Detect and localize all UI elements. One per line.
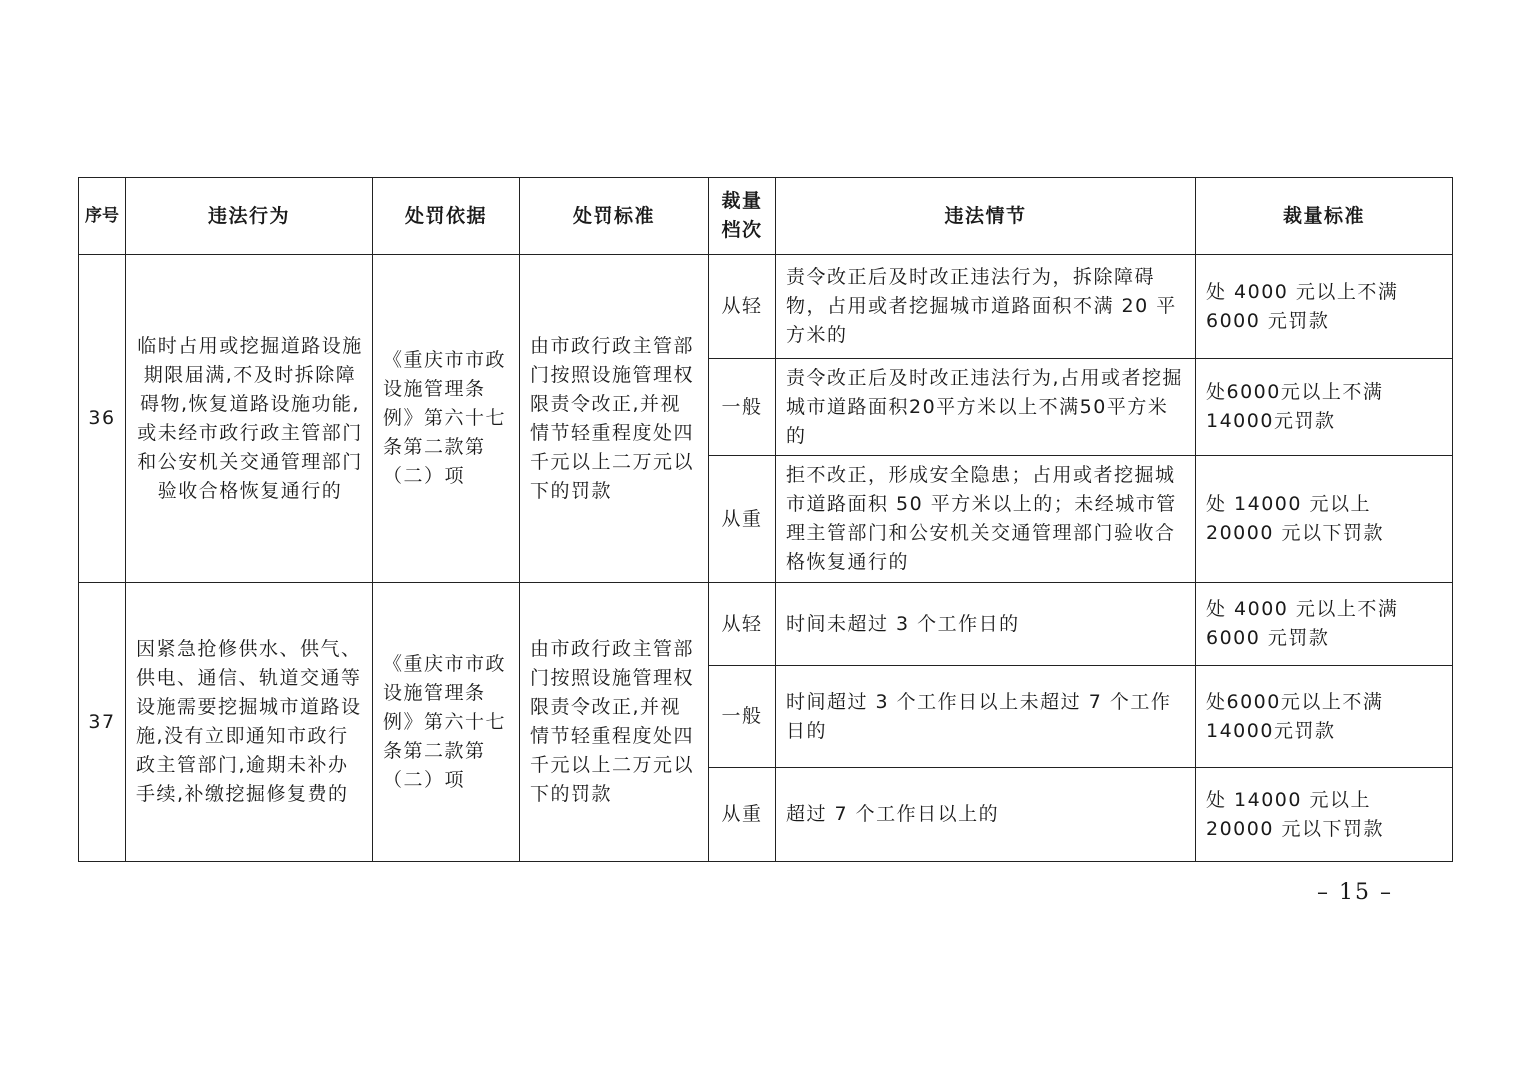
table-header-row bbox=[79, 178, 1453, 255]
entry-violation: 因紧急抢修供水、供气、供电、通信、轨道交通等设施需要挖掘城市道路设施,没有立即通知市政行政主管部门,逾期未补办手续,补缴挖掘修复费的 bbox=[136, 638, 362, 805]
discretion-cell bbox=[1196, 359, 1453, 456]
header-seq: 序号 bbox=[79, 178, 126, 255]
discretion-cell bbox=[1196, 768, 1453, 862]
circumstance-cell bbox=[776, 456, 1196, 583]
level-label: 从轻 bbox=[709, 255, 776, 359]
discretion-cell bbox=[1196, 255, 1453, 359]
level-label: 一般 bbox=[709, 666, 776, 768]
circumstance-cell bbox=[776, 583, 1196, 666]
entry-basis: 《重庆市市政设施管理条例》第六十七条第二款第（二）项 bbox=[383, 652, 507, 791]
entry-violation-cell bbox=[126, 255, 373, 583]
entry-seq: 37 bbox=[79, 583, 126, 862]
entry-basis-cell bbox=[373, 255, 520, 583]
entry-standard: 由市政行政主管部门按照设施管理权限责令改正,并视情节轻重程度处四千元以上二万元以下的罚款 bbox=[530, 334, 695, 502]
header-standard: 处罚标准 bbox=[520, 178, 709, 255]
level-label: 从重 bbox=[709, 456, 776, 583]
circumstance-text: 时间未超过 3 个工作日的 bbox=[786, 612, 1020, 635]
header-discretion: 裁量标准 bbox=[1196, 178, 1453, 255]
circumstance-text: 超过 7 个工作日以上的 bbox=[786, 803, 1000, 825]
circumstance-text: 责令改正后及时改正违法行为,占用或者挖掘城市道路面积20平方米以上不满50平方米的 bbox=[786, 366, 1184, 447]
circumstance-cell bbox=[776, 359, 1196, 456]
penalty-discretion-table bbox=[78, 177, 1453, 862]
discretion-cell bbox=[1196, 456, 1453, 583]
entry-standard-cell bbox=[520, 255, 709, 583]
discretion-text: 处6000元以上不满14000元罚款 bbox=[1206, 381, 1384, 432]
level-label: 从重 bbox=[709, 768, 776, 862]
discretion-text: 处6000元以上不满14000元罚款 bbox=[1206, 690, 1384, 742]
header-violation: 违法行为 bbox=[126, 178, 373, 255]
entry-seq: 36 bbox=[79, 255, 126, 583]
discretion-cell bbox=[1196, 583, 1453, 666]
circumstance-text: 拒不改正，形成安全隐患；占用或者挖掘城市道路面积 50 平方米以上的；未经城市管理主管部门和公安机关交通管理部门验收合格恢复通行的 bbox=[786, 464, 1177, 573]
circumstance-cell bbox=[776, 666, 1196, 768]
entry-violation: 临时占用或挖掘道路设施期限届满,不及时拆除障碍物,恢复道路设施功能,或未经市政行政主管部门和公安机关交通管理部门验收合格恢复通行的 bbox=[137, 334, 363, 502]
level-label: 从轻 bbox=[709, 583, 776, 666]
entry-violation-cell bbox=[126, 583, 373, 862]
circumstance-cell bbox=[776, 768, 1196, 862]
level-label: 一般 bbox=[709, 359, 776, 456]
header-basis: 处罚依据 bbox=[373, 178, 520, 255]
circumstance-text: 责令改正后及时改正违法行为，拆除障碍物，占用或者挖掘城市道路面积不满 20 平方米的 bbox=[786, 266, 1177, 346]
discretion-cell bbox=[1196, 666, 1453, 768]
circumstance-cell bbox=[776, 255, 1196, 359]
discretion-text: 处 14000 元以上 20000 元以下罚款 bbox=[1206, 493, 1384, 544]
discretion-text: 处 4000 元以上不满 6000 元罚款 bbox=[1206, 280, 1399, 332]
entry-basis-cell bbox=[373, 583, 520, 862]
header-level-text: 裁量档次 bbox=[721, 190, 763, 241]
page-number: – 15 – bbox=[1317, 880, 1393, 905]
table-row bbox=[79, 583, 1453, 666]
header-circumstance: 违法情节 bbox=[776, 178, 1196, 255]
discretion-text: 处 14000 元以上 20000 元以下罚款 bbox=[1206, 788, 1384, 840]
entry-basis: 《重庆市市政设施管理条例》第六十七条第二款第（二）项 bbox=[383, 349, 507, 487]
entry-standard-cell bbox=[520, 583, 709, 862]
header-level bbox=[709, 178, 776, 255]
circumstance-text: 时间超过 3 个工作日以上未超过 7 个工作日的 bbox=[786, 690, 1172, 742]
entry-standard: 由市政行政主管部门按照设施管理权限责令改正,并视情节轻重程度处四千元以上二万元以下的罚款 bbox=[530, 638, 695, 805]
discretion-text: 处 4000 元以上不满 6000 元罚款 bbox=[1206, 598, 1399, 649]
table-row bbox=[79, 255, 1453, 359]
